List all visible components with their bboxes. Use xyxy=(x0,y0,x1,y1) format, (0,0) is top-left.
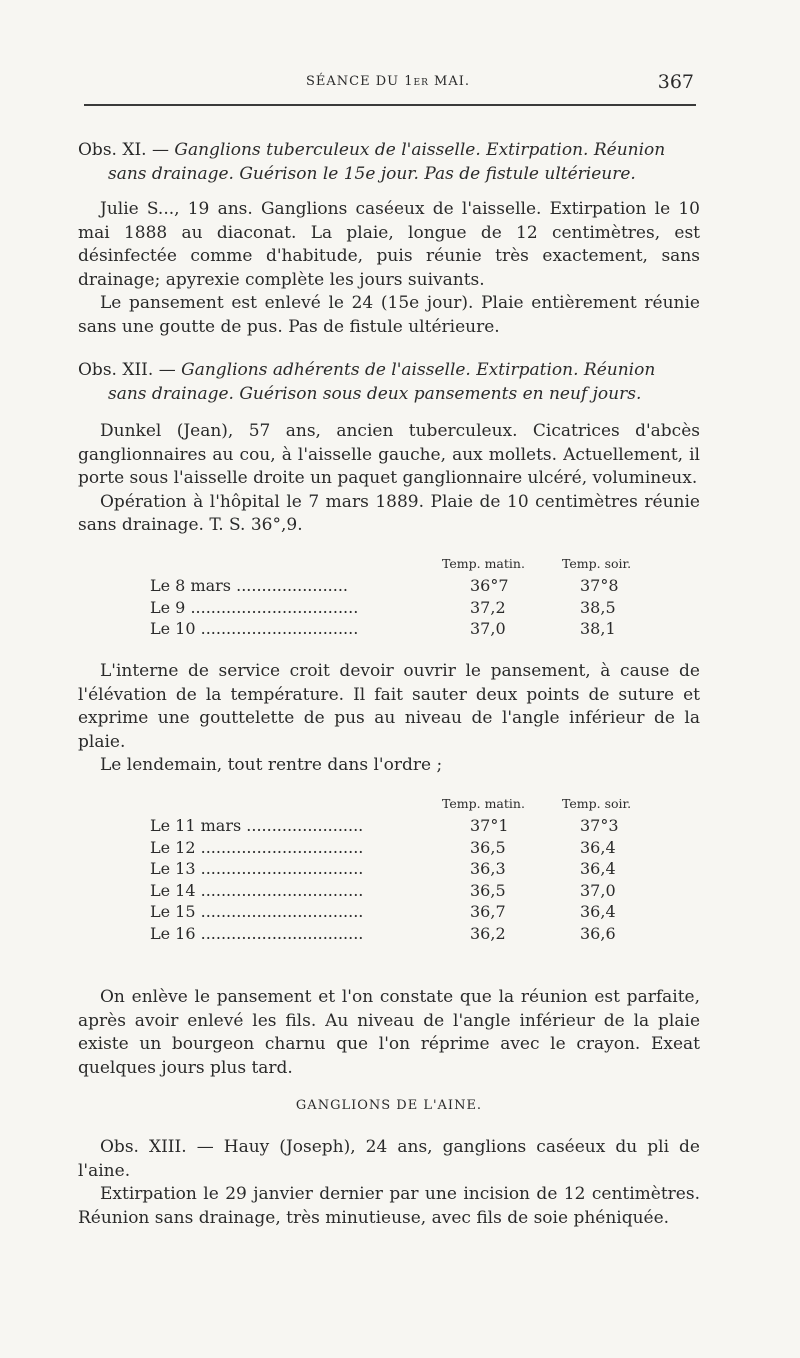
header-rule xyxy=(84,104,696,106)
row-label: Le 13 ................................ xyxy=(150,859,364,878)
row-morning: 37,0 xyxy=(470,619,506,638)
table-row xyxy=(150,859,650,881)
obs-13-paragraph-1 xyxy=(78,1136,700,1183)
table-row xyxy=(150,924,650,946)
obs-13-body xyxy=(78,1136,700,1230)
obs-12-paragraph-5: On enlève le pansement et l'on constate que la réunion est parfaite, après avoir enlevé les fils. Au niveau de l'angle inférieur de la plaie existe un bourgeon charnu que l'on réprime avec le crayon. Exeat quelques jours plus tard. xyxy=(78,987,700,1078)
obs-12-paragraph-4: Le lendemain, tout rentre dans l'ordre ; xyxy=(100,755,443,775)
row-label: Le 12 ................................ xyxy=(150,837,364,857)
obs-12-title-line2: sans drainage. Guérison sous deux pansements en neuf jours. xyxy=(108,384,642,404)
table-row xyxy=(150,619,650,641)
row-evening: 37°8 xyxy=(580,576,619,595)
row-evening: 36,6 xyxy=(580,923,616,943)
table-2-header xyxy=(150,796,650,816)
obs-12-paragraph-1: Dunkel (Jean), 57 ans, ancien tuberculeux. Cicatrices d'abcès ganglionnaires au cou, à l'aisselle gauche, aux mollets. Actuellement, il porte sous l'aisselle droite un paquet ganglionnaire ulcéré, volumineux. xyxy=(78,421,700,488)
row-label: Le 11 mars ....................... xyxy=(150,816,364,835)
section-title: GANGLIONS DE L'AINE. xyxy=(295,1098,483,1113)
table-row xyxy=(150,576,650,598)
obs-12-body-a xyxy=(78,420,700,538)
obs-12-label: Obs. XII. — xyxy=(78,360,176,380)
obs-12-body-b xyxy=(78,660,700,778)
table-2-col-evening: Temp. soir. xyxy=(562,796,632,811)
table-row xyxy=(150,838,650,860)
row-morning: 36°7 xyxy=(470,576,509,595)
table-2-col-morning: Temp. matin. xyxy=(442,796,525,811)
temperature-table-2 xyxy=(150,796,650,945)
obs-11-heading xyxy=(78,138,700,186)
row-morning: 37°1 xyxy=(470,816,509,835)
table-row xyxy=(150,598,650,620)
table-1-header xyxy=(150,556,650,576)
row-morning: 36,3 xyxy=(470,859,506,878)
row-evening: 38,5 xyxy=(580,597,616,617)
obs-12-body-c xyxy=(78,986,700,1080)
row-morning: 36,5 xyxy=(470,880,506,900)
obs-11-title-line1: Ganglions tuberculeux de l'aisselle. Extirpation. Réunion xyxy=(174,140,666,160)
obs-12-title-line1: Ganglions adhérents de l'aisselle. Extirpation. Réunion xyxy=(181,360,656,380)
table-1-col-morning: Temp. matin. xyxy=(442,556,525,571)
row-morning: 36,7 xyxy=(470,902,506,921)
temperature-table-1 xyxy=(150,556,650,641)
row-morning: 36,5 xyxy=(470,837,506,857)
running-head xyxy=(78,71,698,98)
row-label: Le 8 mars ...................... xyxy=(150,576,348,595)
row-evening: 36,4 xyxy=(580,859,616,878)
row-evening: 38,1 xyxy=(580,619,616,638)
obs-12-paragraph-3: L'interne de service croit devoir ouvrir le pansement, à cause de l'élévation de la température. Il fait sauter deux points de suture et exprime une gouttelette de pus au niveau de l'angle inférieur de la plaie. xyxy=(78,661,700,752)
table-row xyxy=(150,902,650,924)
table-row xyxy=(150,816,650,838)
row-evening: 36,4 xyxy=(580,902,616,921)
row-evening: 36,4 xyxy=(580,837,616,857)
row-label: Le 9 ................................. xyxy=(150,597,359,617)
obs-12-heading xyxy=(78,358,700,406)
obs-11-label: Obs. XI. — xyxy=(78,140,169,160)
obs-11-body xyxy=(78,198,700,339)
obs-12-paragraph-2: Opération à l'hôpital le 7 mars 1889. Plaie de 10 centimètres réunie sans drainage. T. S. 36°,9. xyxy=(78,491,700,535)
obs-11-paragraph-2: Le pansement est enlevé le 24 (15e jour). Plaie entièrement réunie sans une goutte de pus. Pas de fistule ultérieure. xyxy=(78,293,700,337)
row-label: Le 15 ................................ xyxy=(150,902,364,921)
obs-13-text-1: Hauy (Joseph), 24 ans, ganglions caséeux du pli de l'aine. xyxy=(78,1137,700,1181)
row-evening: 37°3 xyxy=(580,816,619,835)
row-morning: 37,2 xyxy=(470,597,506,617)
row-morning: 36,2 xyxy=(470,923,506,943)
row-label: Le 14 ................................ xyxy=(150,880,364,900)
table-row xyxy=(150,881,650,903)
obs-13-paragraph-2: Extirpation le 29 janvier dernier par une incision de 12 centimètres. Réunion sans drainage, très minutieuse, avec fils de soie phéniquée. xyxy=(78,1184,700,1228)
row-label: Le 10 ............................... xyxy=(150,619,359,638)
page-number: 367 xyxy=(657,71,694,93)
row-evening: 37,0 xyxy=(580,880,616,900)
row-label: Le 16 ................................ xyxy=(150,923,364,943)
obs-11-title-line2: sans drainage. Guérison le 15e jour. Pas de fistule ultérieure. xyxy=(108,164,636,184)
obs-13-label: Obs. XIII. — xyxy=(100,1137,214,1157)
running-title: SÉANCE DU 1er MAI. xyxy=(306,74,470,89)
table-1-col-evening: Temp. soir. xyxy=(562,556,632,571)
obs-11-paragraph-1: Julie S..., 19 ans. Ganglions caséeux de l'aisselle. Extirpation le 10 mai 1888 au diaconat. La plaie, longue de 12 centimètres, est désinfectée comme d'habitude, puis réunie très exactement, sans drainage; apyrexie complète les jours suivants. xyxy=(78,199,700,290)
